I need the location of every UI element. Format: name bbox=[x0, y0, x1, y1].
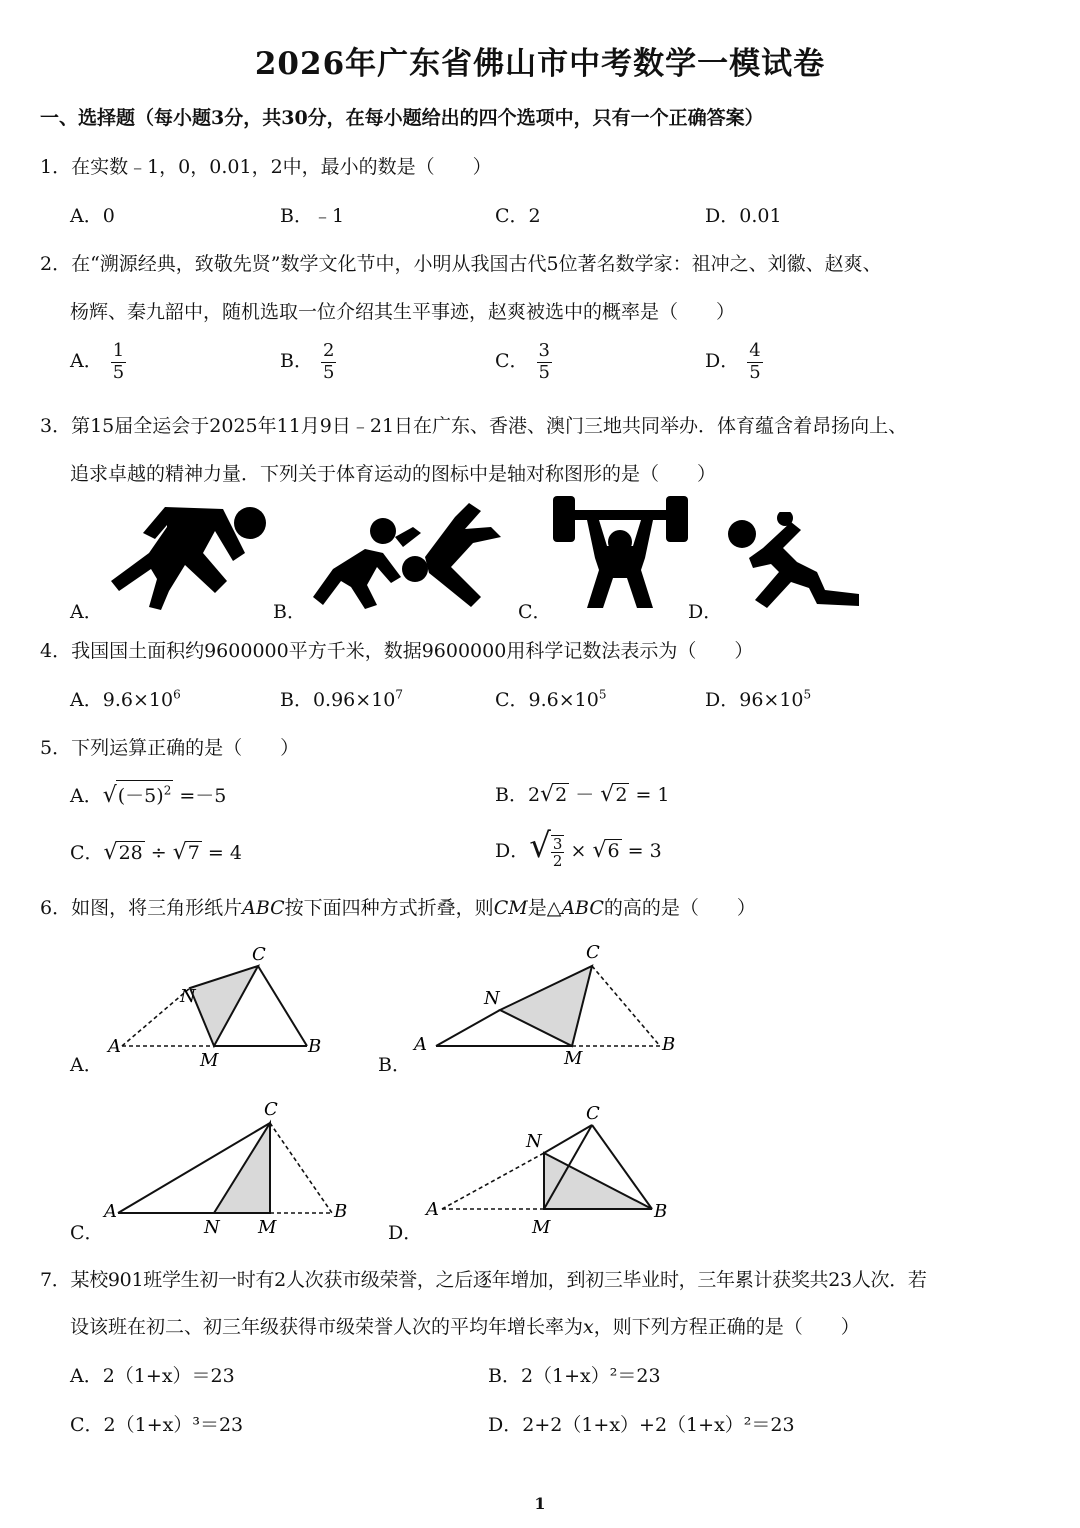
figure-6b[interactable] bbox=[408, 940, 688, 1070]
q2-option-b[interactable]: B． $\frac{2}{5}$ bbox=[280, 340, 335, 383]
q1-option-d[interactable]: D．0.01 bbox=[705, 205, 782, 227]
q7-option-b[interactable]: B．2（1+x）²＝23 bbox=[488, 1365, 661, 1387]
q4-option-a[interactable]: A．$9.6\times 10^6$ bbox=[70, 687, 181, 711]
figure-6a[interactable] bbox=[100, 940, 330, 1070]
figure-6d[interactable] bbox=[420, 1095, 685, 1240]
q2-option-d[interactable]: D． $\frac{4}{5}$ bbox=[705, 340, 761, 383]
question-3-stem-line1: 3．第15届全运会于2025年11月9日﹣21日在广东、香港、澳门三地共同举办．体育蕴含着昂扬向上、 bbox=[40, 415, 908, 437]
fig6b-label-a: A bbox=[414, 1034, 427, 1055]
running-icon[interactable] bbox=[105, 495, 275, 610]
q2-option-a[interactable]: A． $\frac{1}{5}$ bbox=[70, 340, 125, 383]
section-heading: 一、选择题（每小题3分，共30分，在每小题给出的四个选项中，只有一个正确答案） bbox=[40, 107, 764, 129]
fig6b-label-b: B bbox=[662, 1034, 676, 1055]
q6-option-b-label[interactable]: B． bbox=[378, 1054, 411, 1076]
page-number: 1 bbox=[534, 1494, 546, 1513]
question-5-stem: 5．下列运算正确的是（ ） bbox=[40, 737, 300, 759]
q3-option-d-label[interactable]: D． bbox=[688, 601, 723, 623]
fig6c-label-m: M bbox=[258, 1217, 277, 1238]
fig6a-label-b: B bbox=[308, 1036, 322, 1057]
q1-option-a[interactable]: A．0 bbox=[70, 205, 115, 227]
question-7-stem-line1: 7．某校901班学生初一时有2人次获市级荣誉，之后逐年增加，到初三毕业时，三年累计获奖共23人次．若 bbox=[40, 1269, 927, 1291]
fig6c-label-c: C bbox=[264, 1099, 278, 1120]
question-4-stem: 4．我国国土面积约9600000平方千米，数据9600000用科学记数法表示为（ ） bbox=[40, 640, 754, 662]
wrestling-icon[interactable] bbox=[305, 497, 505, 609]
q3-option-c-label[interactable]: C． bbox=[518, 601, 552, 623]
fig6b-label-c: C bbox=[586, 942, 600, 963]
page-title: 2026年广东省佛山市中考数学一模试卷 bbox=[254, 46, 826, 82]
q6-option-c-label[interactable]: C． bbox=[70, 1222, 104, 1244]
q3-option-b-label[interactable]: B． bbox=[273, 601, 306, 623]
fig6a-label-c: C bbox=[252, 944, 266, 965]
q7-option-c[interactable]: C．2（1+x）³＝23 bbox=[70, 1414, 244, 1436]
fig6d-label-m: M bbox=[532, 1217, 551, 1238]
fig6a-label-m: M bbox=[200, 1050, 219, 1070]
fig6d-label-a: A bbox=[426, 1199, 439, 1220]
q1-option-b[interactable]: B．﹣1 bbox=[280, 205, 345, 227]
q4-option-c[interactable]: C．$9.6\times 10^5$ bbox=[495, 687, 607, 711]
fig6c-label-n: N bbox=[204, 1217, 220, 1238]
fig6d-label-c: C bbox=[586, 1103, 600, 1124]
question-2-stem-line2: 杨辉、秦九韶中，随机选取一位介绍其生平事迹，赵爽被选中的概率是（ ） bbox=[70, 301, 736, 323]
q6-option-d-label[interactable]: D． bbox=[388, 1222, 423, 1244]
q5-option-a[interactable]: A．$√(-5)^2 =-5$ bbox=[70, 780, 226, 808]
q4-option-d[interactable]: D．$96\times 10^5$ bbox=[705, 687, 812, 711]
question-1-stem: 1．在实数﹣1，0，0.01，2中，最小的数是（ ） bbox=[40, 156, 492, 178]
q7-option-d[interactable]: D．2+2（1+x）+2（1+x）²＝23 bbox=[488, 1414, 795, 1436]
q4-option-b[interactable]: B．$0.96\times 10^7$ bbox=[280, 687, 404, 711]
fig6c-label-a: A bbox=[104, 1201, 117, 1222]
fig6b-label-m: M bbox=[564, 1048, 583, 1069]
fig6d-label-n: N bbox=[526, 1131, 542, 1152]
fig6c-label-b: B bbox=[334, 1201, 348, 1222]
weightlifting-icon[interactable] bbox=[553, 496, 688, 608]
fig6b-label-n: N bbox=[484, 988, 500, 1009]
question-2-stem-line1: 2．在“溯源经典，致敬先贤”数学文化节中，小明从我国古代5位著名数学家：祖冲之、刘徽、赵爽、 bbox=[40, 253, 882, 275]
question-7-stem-line2: 设该班在初二、初三年级获得市级荣誉人次的平均年增长率为x，则下列方程正确的是（ ） bbox=[70, 1316, 860, 1338]
q1-option-c[interactable]: C．2 bbox=[495, 205, 541, 227]
q3-option-a-label[interactable]: A． bbox=[70, 601, 103, 623]
fig6a-label-n: N bbox=[180, 986, 196, 1007]
figure-6c[interactable] bbox=[100, 1095, 360, 1240]
question-6-stem: 6．如图，将三角形纸片ABC按下面四种方式折叠，则CM是△ABC的高的是（ ） bbox=[40, 897, 756, 919]
q2-option-c[interactable]: C． $\frac{3}{5}$ bbox=[495, 340, 550, 383]
q5-option-d[interactable]: D．√ $\frac{3}{2}$ × √6 = 3 bbox=[495, 826, 662, 870]
fig6d-label-b: B bbox=[654, 1201, 668, 1222]
bowling-icon[interactable] bbox=[725, 512, 865, 608]
q5-option-c[interactable]: C．√28 ÷ √7 = 4 bbox=[70, 840, 242, 865]
q5-option-b[interactable]: B．2√2 － √2 = 1 bbox=[495, 782, 670, 807]
q7-option-a[interactable]: A．2（1+x）＝23 bbox=[70, 1365, 235, 1387]
question-3-stem-line2: 追求卓越的精神力量．下列关于体育运动的图标中是轴对称图形的是（ ） bbox=[70, 463, 717, 485]
q6-option-a-label[interactable]: A． bbox=[70, 1054, 103, 1076]
fig6a-label-a: A bbox=[108, 1036, 121, 1057]
